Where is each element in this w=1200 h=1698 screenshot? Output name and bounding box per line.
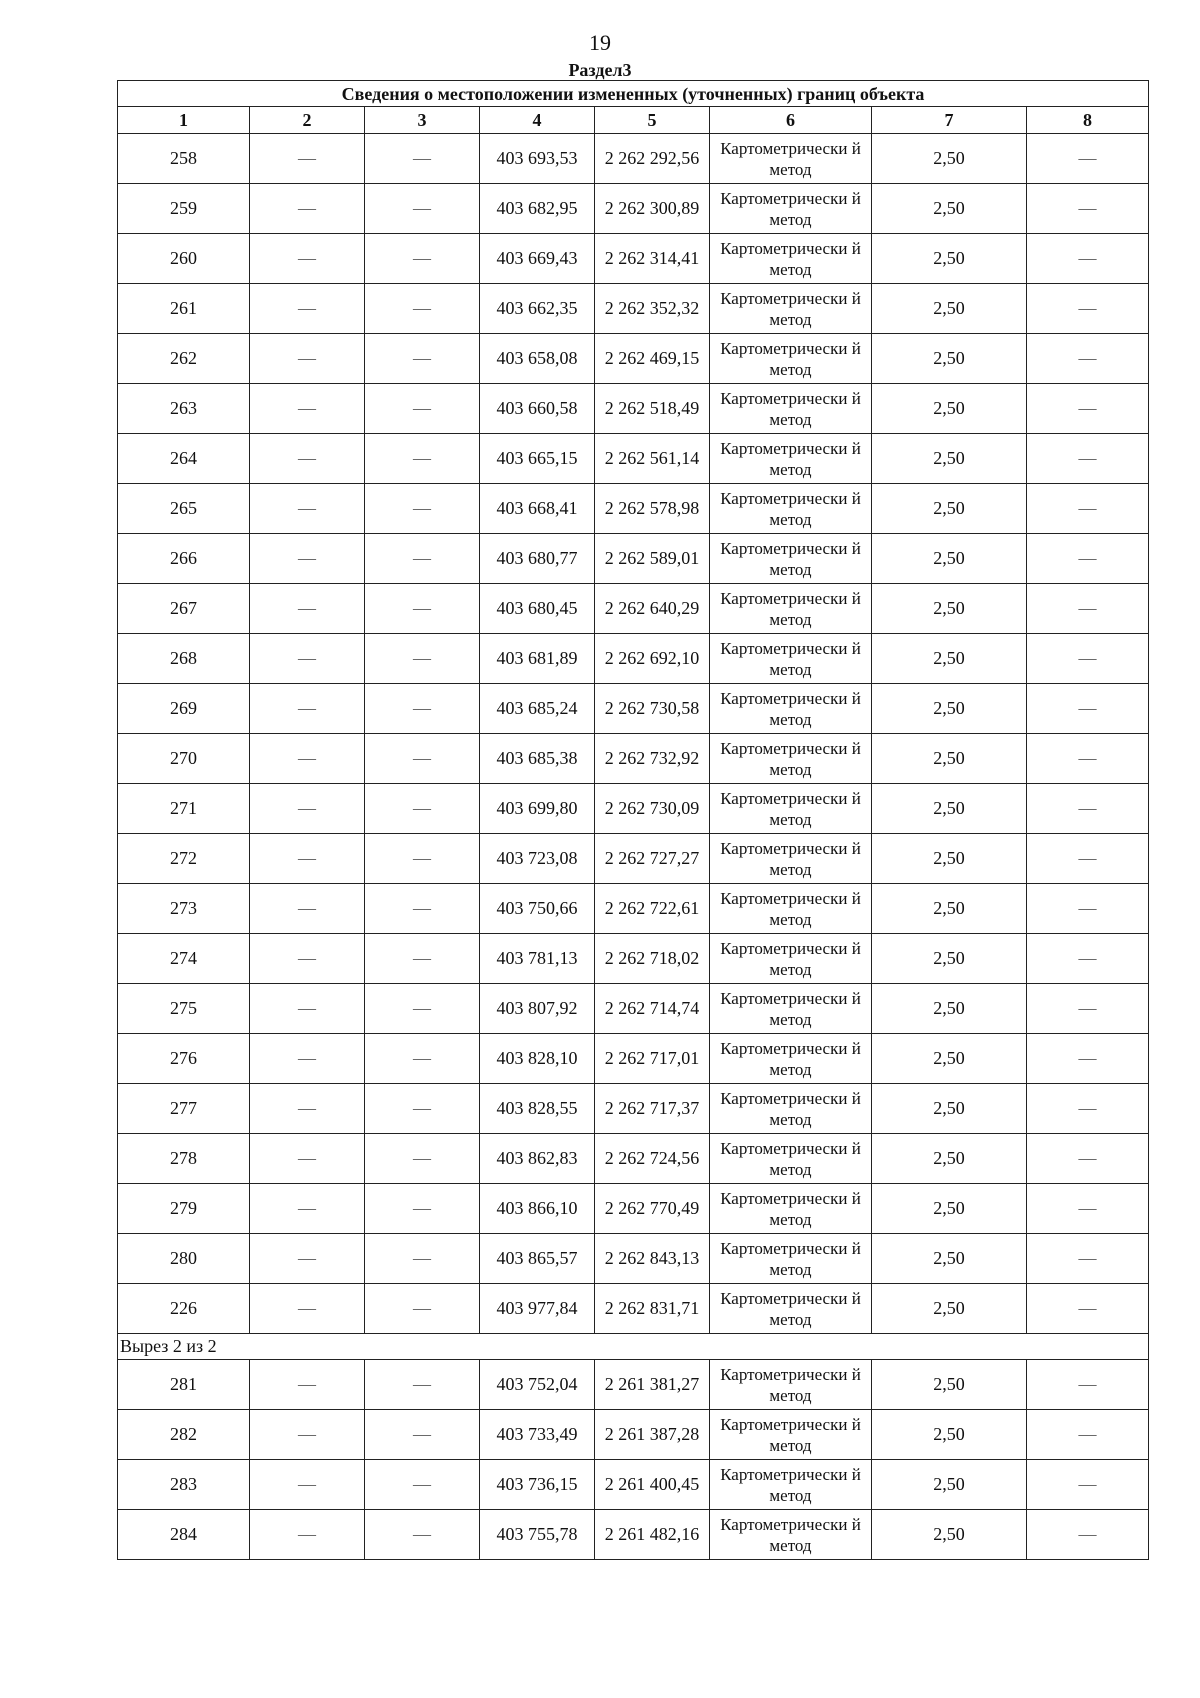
- table-cell: Картометрически й метод: [710, 1510, 872, 1560]
- table-cell: —: [250, 984, 365, 1034]
- table-cell: —: [250, 1134, 365, 1184]
- table-cell: 2 262 843,13: [595, 1234, 710, 1284]
- table-cell: —: [365, 784, 480, 834]
- table-cell: —: [250, 634, 365, 684]
- table-cell: 2 262 732,92: [595, 734, 710, 784]
- table-row: [118, 1360, 1149, 1410]
- table-cell: 2,50: [872, 1084, 1027, 1134]
- table-cell: 2,50: [872, 134, 1027, 184]
- table-cell: —: [250, 284, 365, 334]
- table-cell: —: [365, 384, 480, 434]
- table-row: [118, 734, 1149, 784]
- table-row: [118, 184, 1149, 234]
- table-cell: —: [365, 1284, 480, 1334]
- table-cell: 403 781,13: [480, 934, 595, 984]
- table-cell: 2 262 722,61: [595, 884, 710, 934]
- table-cell: 403 662,35: [480, 284, 595, 334]
- table-cell: —: [365, 1234, 480, 1284]
- table-cell: 226: [118, 1284, 250, 1334]
- table-cell: 403 681,89: [480, 634, 595, 684]
- table-cell: —: [365, 1460, 480, 1510]
- table-row: [118, 834, 1149, 884]
- table-cell: 403 680,77: [480, 534, 595, 584]
- table-cell: —: [250, 1084, 365, 1134]
- table-cell: 403 828,10: [480, 1034, 595, 1084]
- table-cell: —: [365, 1184, 480, 1234]
- table-row: [118, 984, 1149, 1034]
- table-cell: 403 736,15: [480, 1460, 595, 1510]
- table-cell: —: [365, 184, 480, 234]
- table-cell: —: [250, 1510, 365, 1560]
- table-cell: —: [250, 834, 365, 884]
- table-cell: —: [365, 1034, 480, 1084]
- table-cell: —: [250, 534, 365, 584]
- table-cell: 276: [118, 1034, 250, 1084]
- table-cell: 258: [118, 134, 250, 184]
- cutout-row: [118, 1334, 1149, 1360]
- table-cell: —: [250, 884, 365, 934]
- table-cell: —: [250, 784, 365, 834]
- table-cell: 2,50: [872, 1410, 1027, 1460]
- table-cell: 2,50: [872, 1460, 1027, 1510]
- table-cell: 273: [118, 884, 250, 934]
- table-row: [118, 384, 1149, 434]
- table-cell: —: [365, 834, 480, 884]
- table-row: [118, 1284, 1149, 1334]
- table-row: [118, 234, 1149, 284]
- table-cell: —: [365, 1360, 480, 1410]
- table-cell: 2 261 387,28: [595, 1410, 710, 1460]
- table-cell: 2 262 831,71: [595, 1284, 710, 1334]
- cutout-label: Вырез 2 из 2: [118, 1334, 1149, 1360]
- table-cell: 2 262 727,27: [595, 834, 710, 884]
- table-cell: —: [365, 634, 480, 684]
- table-cell: —: [365, 284, 480, 334]
- table-cell: Картометрически й метод: [710, 584, 872, 634]
- table-cell: 403 977,84: [480, 1284, 595, 1334]
- table-cell: 2,50: [872, 584, 1027, 634]
- table-cell: —: [1027, 684, 1149, 734]
- table-cell: 2,50: [872, 1284, 1027, 1334]
- table-cell: 2,50: [872, 1134, 1027, 1184]
- table-cell: 2,50: [872, 484, 1027, 534]
- table-cell: —: [250, 584, 365, 634]
- table-row: [118, 634, 1149, 684]
- table-cell: —: [250, 234, 365, 284]
- column-header: 6: [710, 107, 872, 134]
- table-cell: —: [365, 884, 480, 934]
- table-cell: 2 262 730,09: [595, 784, 710, 834]
- table-cell: —: [365, 334, 480, 384]
- column-header: 4: [480, 107, 595, 134]
- table-cell: 2,50: [872, 684, 1027, 734]
- table-cell: 2 262 578,98: [595, 484, 710, 534]
- table-cell: 403 807,92: [480, 984, 595, 1034]
- table-title-row: [118, 81, 1149, 107]
- table-cell: Картометрически й метод: [710, 684, 872, 734]
- table-row: [118, 1410, 1149, 1460]
- table-cell: 2,50: [872, 284, 1027, 334]
- table-cell: Картометрически й метод: [710, 1360, 872, 1410]
- table-cell: Картометрически й метод: [710, 1234, 872, 1284]
- table-cell: 403 669,43: [480, 234, 595, 284]
- table-cell: 2 262 469,15: [595, 334, 710, 384]
- table-cell: 261: [118, 284, 250, 334]
- table-cell: —: [250, 334, 365, 384]
- table-row: [118, 1234, 1149, 1284]
- table-cell: 265: [118, 484, 250, 534]
- table-cell: 403 658,08: [480, 334, 595, 384]
- table-cell: 2 262 730,58: [595, 684, 710, 734]
- table-row: [118, 1034, 1149, 1084]
- column-header: 8: [1027, 107, 1149, 134]
- table-cell: 284: [118, 1510, 250, 1560]
- table-cell: 2 262 561,14: [595, 434, 710, 484]
- table-cell: —: [250, 934, 365, 984]
- table-cell: 403 750,66: [480, 884, 595, 934]
- table-cell: —: [1027, 184, 1149, 234]
- column-header: 5: [595, 107, 710, 134]
- table-cell: 275: [118, 984, 250, 1034]
- table-cell: Картометрически й метод: [710, 384, 872, 434]
- table-cell: 403 828,55: [480, 1084, 595, 1134]
- table-cell: 2,50: [872, 634, 1027, 684]
- column-header: 1: [118, 107, 250, 134]
- table-cell: 403 862,83: [480, 1134, 595, 1184]
- table-cell: —: [365, 1510, 480, 1560]
- table-cell: —: [365, 1410, 480, 1460]
- table-cell: 277: [118, 1084, 250, 1134]
- column-header: 2: [250, 107, 365, 134]
- table-cell: 262: [118, 334, 250, 384]
- table-cell: 2 261 482,16: [595, 1510, 710, 1560]
- table-cell: Картометрически й метод: [710, 1410, 872, 1460]
- table-cell: 280: [118, 1234, 250, 1284]
- table-cell: 403 865,57: [480, 1234, 595, 1284]
- table-row: [118, 334, 1149, 384]
- table-cell: 2 262 714,74: [595, 984, 710, 1034]
- table-cell: 2 262 718,02: [595, 934, 710, 984]
- table-cell: —: [250, 434, 365, 484]
- table-cell: —: [1027, 1510, 1149, 1560]
- table-row: [118, 534, 1149, 584]
- table-cell: —: [250, 134, 365, 184]
- table-row: [118, 684, 1149, 734]
- table-cell: —: [365, 1134, 480, 1184]
- table-cell: 2,50: [872, 884, 1027, 934]
- table-cell: 279: [118, 1184, 250, 1234]
- table-cell: Картометрически й метод: [710, 1034, 872, 1084]
- table-cell: 2,50: [872, 734, 1027, 784]
- table-cell: Картометрически й метод: [710, 1084, 872, 1134]
- table-cell: 2,50: [872, 1184, 1027, 1234]
- table-cell: 403 685,38: [480, 734, 595, 784]
- table-row: [118, 784, 1149, 834]
- table-cell: —: [365, 984, 480, 1034]
- table-cell: —: [365, 534, 480, 584]
- table-cell: 2,50: [872, 1234, 1027, 1284]
- table-cell: Картометрически й метод: [710, 534, 872, 584]
- table-cell: —: [365, 1084, 480, 1134]
- table-cell: 263: [118, 384, 250, 434]
- table-row: [118, 1184, 1149, 1234]
- table-cell: 278: [118, 1134, 250, 1184]
- table-cell: 2,50: [872, 184, 1027, 234]
- table-cell: —: [1027, 884, 1149, 934]
- table-cell: Картометрически й метод: [710, 734, 872, 784]
- table-cell: —: [1027, 734, 1149, 784]
- table-row: [118, 434, 1149, 484]
- table-row: [118, 134, 1149, 184]
- table-cell: 403 685,24: [480, 684, 595, 734]
- table-cell: —: [365, 434, 480, 484]
- table-cell: Картометрически й метод: [710, 1284, 872, 1334]
- table-cell: 2,50: [872, 1360, 1027, 1410]
- table-cell: —: [1027, 834, 1149, 884]
- table-cell: Картометрически й метод: [710, 934, 872, 984]
- table-cell: 403 733,49: [480, 1410, 595, 1460]
- table-cell: 2,50: [872, 934, 1027, 984]
- table-cell: 2,50: [872, 234, 1027, 284]
- boundary-table: [117, 80, 1149, 1560]
- table-cell: 281: [118, 1360, 250, 1410]
- table-cell: Картометрически й метод: [710, 134, 872, 184]
- table-cell: —: [365, 934, 480, 984]
- table-cell: 270: [118, 734, 250, 784]
- table-row: [118, 884, 1149, 934]
- table-row: [118, 1460, 1149, 1510]
- table-cell: —: [250, 484, 365, 534]
- table-cell: 267: [118, 584, 250, 634]
- table-cell: 272: [118, 834, 250, 884]
- table-cell: 2 261 400,45: [595, 1460, 710, 1510]
- column-header: 3: [365, 107, 480, 134]
- table-cell: 2 262 314,41: [595, 234, 710, 284]
- table-cell: 403 866,10: [480, 1184, 595, 1234]
- table-cell: 2 262 692,10: [595, 634, 710, 684]
- table-cell: —: [1027, 584, 1149, 634]
- table-cell: 2,50: [872, 834, 1027, 884]
- table-cell: Картометрически й метод: [710, 634, 872, 684]
- table-cell: —: [1027, 1284, 1149, 1334]
- table-cell: —: [250, 1184, 365, 1234]
- table-cell: 266: [118, 534, 250, 584]
- table-cell: 403 682,95: [480, 184, 595, 234]
- column-header-row: [118, 107, 1149, 134]
- table-cell: 2,50: [872, 1510, 1027, 1560]
- table-row: [118, 934, 1149, 984]
- table-cell: —: [365, 734, 480, 784]
- table-cell: Картометрически й метод: [710, 1134, 872, 1184]
- table-cell: Картометрически й метод: [710, 1460, 872, 1510]
- table-cell: 2 261 381,27: [595, 1360, 710, 1410]
- table-cell: 2,50: [872, 1034, 1027, 1084]
- table-row: [118, 284, 1149, 334]
- table-cell: —: [1027, 1184, 1149, 1234]
- table-cell: Картометрически й метод: [710, 484, 872, 534]
- table-cell: —: [1027, 1034, 1149, 1084]
- table-cell: 259: [118, 184, 250, 234]
- table-cell: —: [1027, 434, 1149, 484]
- page-number: 19: [589, 30, 611, 55]
- table-cell: 2,50: [872, 534, 1027, 584]
- table-cell: 2 262 640,29: [595, 584, 710, 634]
- table-cell: 2 262 292,56: [595, 134, 710, 184]
- table-title: Сведения о местоположении измененных (уточненных) границ объекта: [118, 81, 1149, 107]
- table-cell: —: [1027, 384, 1149, 434]
- table-cell: —: [250, 1034, 365, 1084]
- table-cell: 403 699,80: [480, 784, 595, 834]
- table-cell: 2 262 300,89: [595, 184, 710, 234]
- table-cell: 2,50: [872, 384, 1027, 434]
- table-cell: Картометрически й метод: [710, 1184, 872, 1234]
- table-cell: —: [1027, 1134, 1149, 1184]
- table-cell: Картометрически й метод: [710, 184, 872, 234]
- table-cell: —: [250, 1460, 365, 1510]
- table-cell: —: [250, 184, 365, 234]
- table-cell: 264: [118, 434, 250, 484]
- table-cell: 403 668,41: [480, 484, 595, 534]
- table-cell: 268: [118, 634, 250, 684]
- table-row: [118, 1134, 1149, 1184]
- table-cell: 2 262 724,56: [595, 1134, 710, 1184]
- table-cell: —: [365, 484, 480, 534]
- table-cell: —: [250, 1284, 365, 1334]
- table-cell: Картометрически й метод: [710, 784, 872, 834]
- table-cell: —: [250, 1234, 365, 1284]
- table-cell: —: [1027, 234, 1149, 284]
- table-cell: 2 262 589,01: [595, 534, 710, 584]
- table-cell: 2 262 770,49: [595, 1184, 710, 1234]
- table-cell: 269: [118, 684, 250, 734]
- section-title: Раздел3: [568, 60, 632, 80]
- table-cell: Картометрически й метод: [710, 884, 872, 934]
- table-cell: 2 262 518,49: [595, 384, 710, 434]
- table-cell: 403 752,04: [480, 1360, 595, 1410]
- table-cell: —: [1027, 284, 1149, 334]
- table-cell: 282: [118, 1410, 250, 1460]
- table-cell: —: [1027, 1084, 1149, 1134]
- table-cell: 271: [118, 784, 250, 834]
- table-cell: 2,50: [872, 334, 1027, 384]
- table-cell: —: [1027, 1460, 1149, 1510]
- table-cell: —: [250, 684, 365, 734]
- table-cell: 403 660,58: [480, 384, 595, 434]
- table-cell: 403 693,53: [480, 134, 595, 184]
- table-cell: 283: [118, 1460, 250, 1510]
- table-cell: —: [1027, 984, 1149, 1034]
- table-row: [118, 584, 1149, 634]
- table-row: [118, 484, 1149, 534]
- table-cell: 2,50: [872, 984, 1027, 1034]
- table-cell: —: [1027, 1410, 1149, 1460]
- table-cell: —: [365, 134, 480, 184]
- table-cell: —: [1027, 334, 1149, 384]
- table-cell: Картометрически й метод: [710, 334, 872, 384]
- table-cell: —: [1027, 934, 1149, 984]
- table-cell: 274: [118, 934, 250, 984]
- table-cell: —: [1027, 534, 1149, 584]
- table-row: [118, 1084, 1149, 1134]
- table-cell: —: [250, 1360, 365, 1410]
- table-cell: 2 262 352,32: [595, 284, 710, 334]
- table-cell: —: [365, 684, 480, 734]
- table-cell: 2,50: [872, 434, 1027, 484]
- table-cell: 403 680,45: [480, 584, 595, 634]
- table-cell: —: [1027, 134, 1149, 184]
- table-cell: —: [1027, 484, 1149, 534]
- table-cell: —: [1027, 784, 1149, 834]
- column-header: 7: [872, 107, 1027, 134]
- table-cell: 403 723,08: [480, 834, 595, 884]
- table-cell: —: [1027, 1234, 1149, 1284]
- table-cell: —: [250, 384, 365, 434]
- table-cell: 403 755,78: [480, 1510, 595, 1560]
- table-cell: —: [250, 1410, 365, 1460]
- table-cell: Картометрически й метод: [710, 234, 872, 284]
- table-cell: 2,50: [872, 784, 1027, 834]
- table-cell: 2 262 717,37: [595, 1084, 710, 1134]
- table-cell: —: [250, 734, 365, 784]
- table-cell: —: [365, 234, 480, 284]
- table-cell: —: [1027, 634, 1149, 684]
- table-cell: Картометрически й метод: [710, 834, 872, 884]
- table-cell: Картометрически й метод: [710, 434, 872, 484]
- table-cell: 260: [118, 234, 250, 284]
- table-cell: 403 665,15: [480, 434, 595, 484]
- table-cell: Картометрически й метод: [710, 284, 872, 334]
- table-cell: 2 262 717,01: [595, 1034, 710, 1084]
- table-row: [118, 1510, 1149, 1560]
- table-cell: —: [1027, 1360, 1149, 1410]
- table-cell: Картометрически й метод: [710, 984, 872, 1034]
- table-cell: —: [365, 584, 480, 634]
